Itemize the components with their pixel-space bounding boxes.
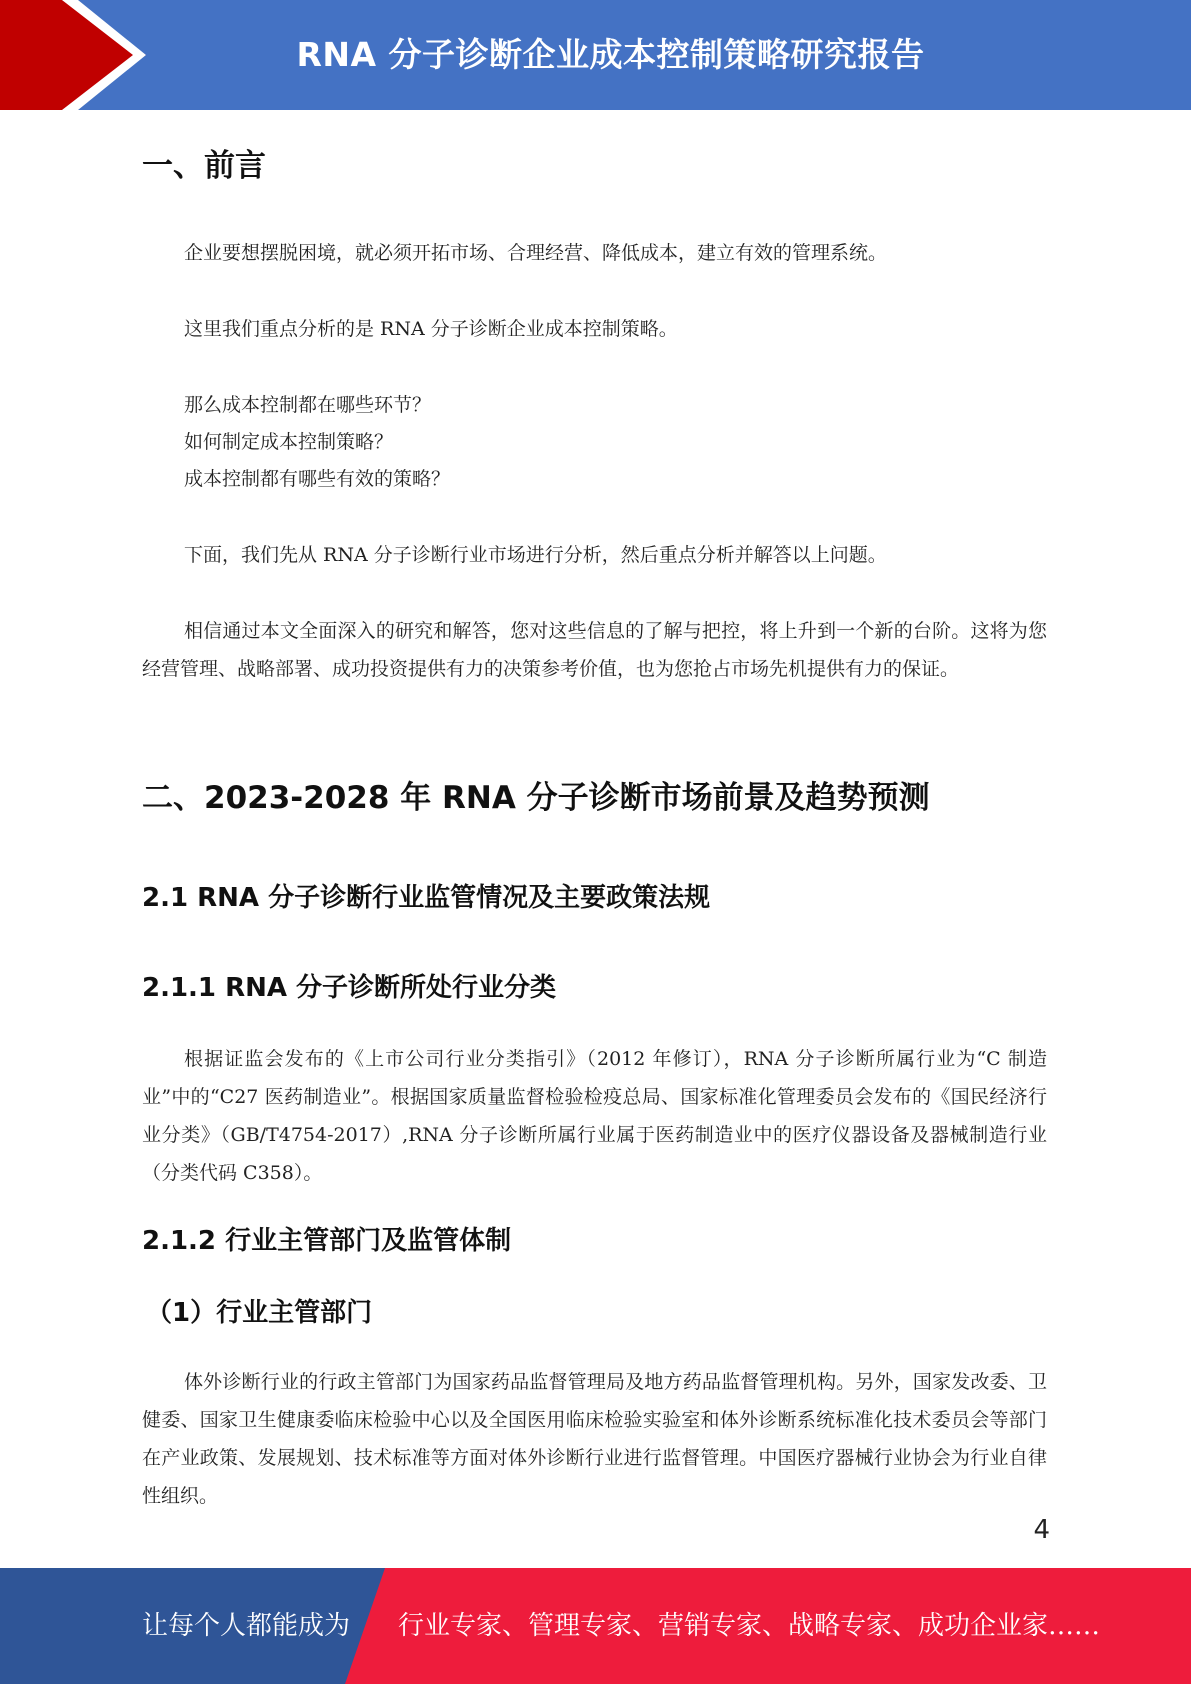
footer-slogan-left: 让每个人都能成为 bbox=[142, 1611, 351, 1641]
page-number: 4 bbox=[1033, 1515, 1050, 1545]
page-footer bbox=[0, 1568, 1191, 1684]
report-title: RNA 分子诊断企业成本控制策略研究报告 bbox=[296, 35, 925, 74]
paragraph: 这里我们重点分析的是 RNA 分子诊断企业成本控制策略。 bbox=[184, 318, 678, 340]
question-line: 那么成本控制都在哪些环节？ bbox=[184, 394, 432, 416]
subsection-heading-2-1: 2.1 RNA 分子诊断行业监管情况及主要政策法规 bbox=[142, 883, 711, 913]
subsection-heading-department: （1）行业主管部门 bbox=[146, 1298, 373, 1328]
paragraph: 体外诊断行业的行政主管部门为国家药品监督管理局及地方药品监督管理机构。另外，国家发改委、卫健委、国家卫生健康委临床检验中心以及全国医用临床检验实验室和体外诊断系统标准化技术委员会等部门在产业政策、发展规划、技术标准等方面对体外诊断行业进行监督管理。中国医疗器械行业协会为行业自律性组织。 bbox=[142, 1371, 1047, 1507]
subsection-heading-2-1-1: 2.1.1 RNA 分子诊断所处行业分类 bbox=[142, 973, 557, 1003]
subsection-heading-2-1-2: 2.1.2 行业主管部门及监管体制 bbox=[142, 1226, 512, 1256]
question-line: 成本控制都有哪些有效的策略？ bbox=[184, 468, 451, 490]
page-header bbox=[0, 0, 1191, 110]
paragraph: 企业要想摆脱困境，就必须开拓市场、合理经营、降低成本，建立有效的管理系统。 bbox=[184, 242, 888, 264]
paragraph: 根据证监会发布的《上市公司行业分类指引》（2012 年修订），RNA 分子诊断所属行业为“C 制造业”中的“C27 医药制造业”。根据国家质量监督检验检疫总局、国家标准化管理委员会发布的《国民经济行业分类》（GB/T4754-2017）,RNA 分子诊断所属行业属于医药制造业中的医疗仪器设备及器械制造行业（分类代码 C358）。 bbox=[142, 1048, 1047, 1184]
paragraph: 下面，我们先从 RNA 分子诊断行业市场进行分析，然后重点分析并解答以上问题。 bbox=[184, 544, 887, 566]
section-heading-preface: 一、前言 bbox=[142, 148, 266, 184]
section-heading-market: 二、2023-2028 年 RNA 分子诊断市场前景及趋势预测 bbox=[142, 780, 930, 816]
footer-slogan-right: 行业专家、管理专家、营销专家、战略专家、成功企业家…… bbox=[398, 1611, 1101, 1641]
paragraph: 相信通过本文全面深入的研究和解答，您对这些信息的了解与把控，将上升到一个新的台阶。这将为您经营管理、战略部署、成功投资提供有力的决策参考价值，也为您抢占市场先机提供有力的保证。 bbox=[142, 620, 1047, 680]
question-line: 如何制定成本控制策略？ bbox=[184, 431, 394, 453]
